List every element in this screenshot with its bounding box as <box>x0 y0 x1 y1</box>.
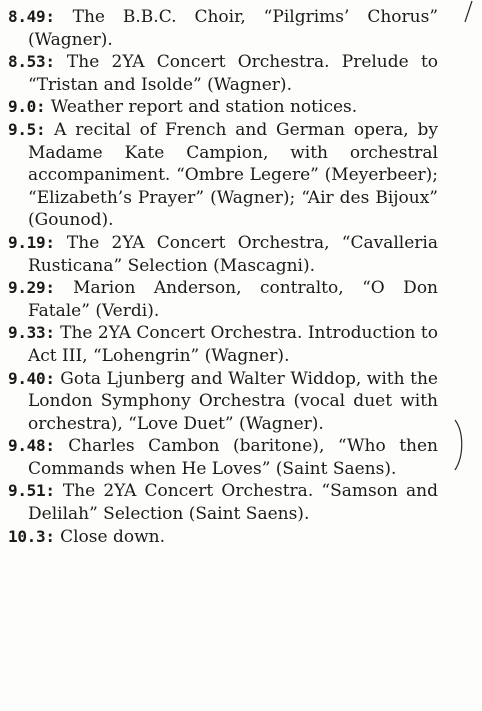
programme-entry <box>8 277 438 322</box>
programme-entry <box>8 480 438 525</box>
entry-text: Close down. <box>60 526 165 547</box>
entry-text: Marion Anderson, contralto, “O Don Fatale” (Verdi). <box>28 278 438 321</box>
entry-time: 9.29: <box>8 278 55 298</box>
pencil-stroke-mark <box>462 0 474 24</box>
programme-entry <box>8 96 438 119</box>
entry-text: A recital of French and German opera, by Madame Kate Campion, with orchestral accompaniment. “Ombre Legere” (Meyerbeer); “Elizabeth’s Prayer” (Wagner); “Air des Bijoux” (Gounod). <box>28 119 438 231</box>
entry-time: 8.53: <box>8 52 55 72</box>
programme-entry <box>8 368 438 436</box>
entry-time: 9.19: <box>8 232 55 252</box>
programme-entry <box>8 6 438 51</box>
entry-text: Charles Cambon (baritone), “Who then Commands when He Loves” (Saint Saens). <box>28 436 438 479</box>
programme-entry <box>8 526 438 549</box>
entry-text: Weather report and station notices. <box>50 97 358 118</box>
margin-bracket-mark <box>452 418 466 472</box>
entry-time: 9.33: <box>8 323 55 343</box>
entry-text: The 2YA Concert Orchestra. Prelude to “Tristan and Isolde” (Wagner). <box>28 52 439 95</box>
entry-time: 9.40: <box>8 368 55 388</box>
entry-time: 10.3: <box>8 526 55 546</box>
entry-time: 9.0: <box>8 97 46 117</box>
entry-time: 9.48: <box>8 436 55 456</box>
entry-text: Gota Ljunberg and Walter Widdop, with the London Symphony Orchestra (vocal duet with orchestra), “Love Duet” (Wagner). <box>28 368 438 434</box>
entry-text: The 2YA Concert Orchestra. “Samson and Delilah” Selection (Saint Saens). <box>28 481 439 525</box>
entry-text: The 2YA Concert Orchestra. Introduction to Act III, “Lohengrin” (Wagner). <box>28 323 438 366</box>
entry-text: The 2YA Concert Orchestra, “Cavalleria Rusticana” Selection (Mascagni). <box>28 232 438 276</box>
programme-entry <box>8 232 438 277</box>
entry-time: 9.5: <box>8 119 46 139</box>
programme-entry <box>8 322 438 367</box>
programme-entry <box>8 51 438 96</box>
programme-entry <box>8 119 438 232</box>
entry-text: The B.B.C. Choir, “Pilgrims’ Chorus” (Wagner). <box>28 7 439 50</box>
entry-time: 8.49: <box>8 7 55 26</box>
radio-programme-listing <box>8 6 438 548</box>
entry-time: 9.51: <box>8 481 55 501</box>
programme-entry <box>8 435 438 480</box>
